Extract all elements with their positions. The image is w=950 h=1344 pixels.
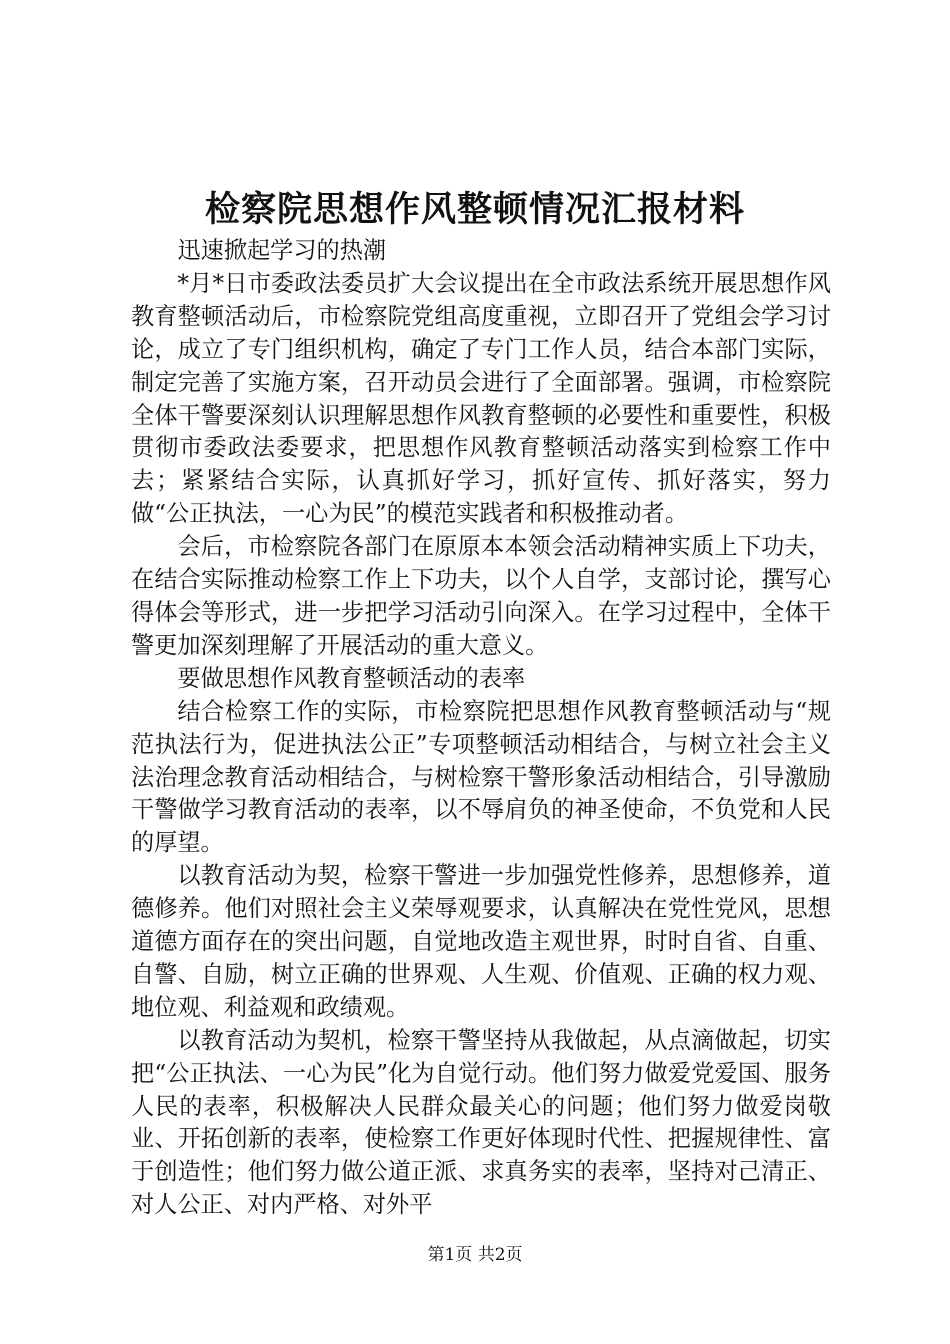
paragraph: 会后，市检察院各部门在原原本本领会活动精神实质上下功夫，在结合实际推动检察工作上下功夫，以个人自学，支部讨论，撰写心得体会等形式，进一步把学习活动引向深入。在学习过程中，全体干警更加深刻理解了开展活动的重大意义。: [131, 533, 831, 659]
paragraph: 以教育活动为契机，检察干警坚持从我做起，从点滴做起，切实把“公正执法、一心为民”化为自觉行动。他们努力做爱党爱国、服务人民的表率，积极解决人民群众最关心的问题；他们努力做爱岗敬业、开拓创新的表率，使检察工作更好体现时代性、把握规律性、富于创造性；他们努力做公道正派、求真务实的表率，坚持对己清正、对人公正、对内严格、对外平: [131, 1026, 831, 1219]
paragraph: 以教育活动为契，检察干警进一步加强党性修养，思想修养，道德修养。他们对照社会主义荣辱观要求，认真解决在党性党风，思想道德方面存在的突出问题，自觉地改造主观世界，时时自省、自重、自警、自励，树立正确的世界观、人生观、价值观、正确的权力观、地位观、利益观和政绩观。: [131, 862, 831, 1021]
paragraph: 结合检察工作的实际，市检察院把思想作风教育整顿活动与“规范执法行为，促进执法公正”专项整顿活动相结合，与树立社会主义法治理念教育活动相结合，与树检察干警形象活动相结合，引导激励干警做学习教育活动的表率，以不辱肩负的神圣使命，不负党和人民的厚望。: [131, 697, 831, 857]
document-title: 检察院思想作风整顿情况汇报材料: [204, 189, 745, 230]
page-number: 第1页 共2页: [427, 1245, 523, 1265]
section-heading: 迅速掀起学习的热潮: [177, 237, 387, 264]
document-body: [131, 235, 831, 1222]
page-footer: [0, 1243, 950, 1267]
paragraph: *月*日市委政法委员扩大会议提出在全市政法系统开展思想作风教育整顿活动后，市检察院党组高度重视，立即召开了党组会学习讨论，成立了专门组织机构，确定了专门工作人员，结合本部门实际，制定完善了实施方案，召开动员会进行了全面部署。强调，市检察院全体干警要深刻认识理解思想作风教育整顿的必要性和重要性，积极贯彻市委政法委要求，把思想作风教育整顿活动落实到检察工作中去；紧紧结合实际，认真抓好学习，抓好宣传、抓好落实，努力做“公正执法，一心为民”的模范实践者和积极推动者。: [131, 269, 831, 528]
section-heading: 要做思想作风教育整顿活动的表率: [177, 664, 526, 692]
